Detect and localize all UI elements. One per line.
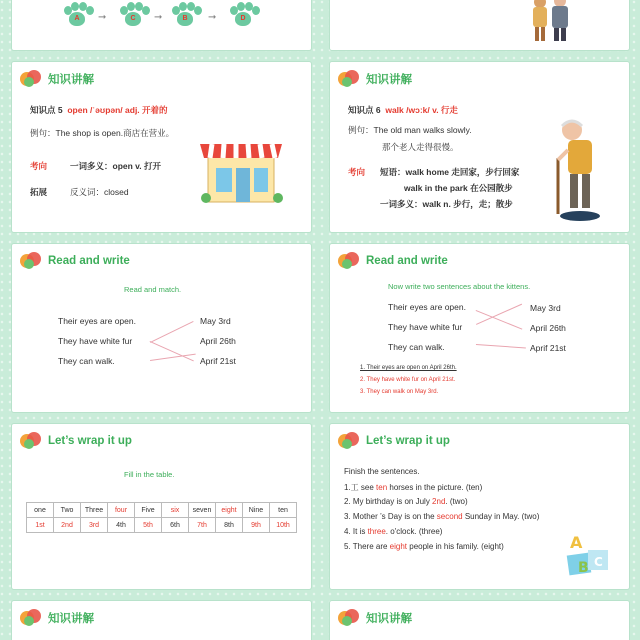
match-left-item[interactable]: They can walk. <box>58 356 115 366</box>
exam-text: 一词多义：open v. 打开 <box>70 161 161 171</box>
fruit-logo-icon <box>338 609 360 627</box>
phrase-line-2: walk in the park 在公园散步 <box>404 183 513 193</box>
match-left-item[interactable]: Their eyes are open. <box>58 316 136 326</box>
match-left-item[interactable]: They can walk. <box>388 342 445 352</box>
slide-header: Read and write <box>338 252 448 270</box>
table-cell-answer[interactable]: 9th <box>243 518 270 533</box>
table-cell-answer[interactable]: four <box>108 503 135 518</box>
match-right-item[interactable]: Aprif 21st <box>200 356 236 366</box>
slide-header: 知识讲解 <box>338 609 412 627</box>
match-right-item[interactable]: May 3rd <box>530 303 561 313</box>
table-cell: Five <box>135 503 162 518</box>
slide-bottom-left[interactable] <box>12 601 311 640</box>
fruit-logo-icon <box>20 70 42 88</box>
svg-text:B: B <box>578 560 589 576</box>
elderly-couple-illustration <box>526 0 580 44</box>
fruit-logo-icon <box>338 432 360 450</box>
fruit-logo-icon <box>20 432 42 450</box>
svg-text:C: C <box>594 555 603 569</box>
right-arrow-icon: ➞ <box>208 12 217 23</box>
table-cell: seven <box>189 503 216 518</box>
match-right-item[interactable]: April 26th <box>530 323 566 333</box>
table-cell-answer[interactable]: 3rd <box>81 518 108 533</box>
paw-step-b: B <box>168 2 202 32</box>
match-line <box>476 304 522 325</box>
example-sentence: 例句：The old man walks slowly. <box>348 125 472 135</box>
slide-bottom-right[interactable] <box>330 601 629 640</box>
right-arrow-icon: ➞ <box>98 12 107 23</box>
fruit-logo-icon <box>338 252 360 270</box>
instruction: Fill in the table. <box>124 470 175 479</box>
example-sentence: 例句：The shop is open.商店在营业。 <box>30 128 175 138</box>
match-left-item[interactable]: They have white fur <box>388 322 463 332</box>
multi-meaning: 一词多义：walk n. 步行，走；散步 <box>380 199 513 209</box>
topic-title: 知识点 5 open /ˈəʊpən/ adj. 开着的 <box>30 105 168 115</box>
sentence-3: 3. Mother ’s Day is on the second Sunday in May. (two) <box>344 512 540 521</box>
match-right-item[interactable]: Aprif 21st <box>530 343 566 353</box>
slide-topic-5[interactable] <box>12 62 311 232</box>
slide-header: 知识讲解 <box>20 70 94 88</box>
paw-step-d: D <box>226 2 260 32</box>
match-left-item[interactable]: They have white fur <box>58 336 133 346</box>
exam-label: 考向 <box>348 167 366 177</box>
svg-text:A: A <box>570 533 583 552</box>
slide-finish-sentences[interactable] <box>330 424 629 589</box>
table-cell: one <box>27 503 54 518</box>
table-cell: 8th <box>216 518 243 533</box>
fruit-logo-icon <box>20 609 42 627</box>
table-cell-answer[interactable]: 5th <box>135 518 162 533</box>
slide-header: 知识讲解 <box>338 70 412 88</box>
table-cell-answer[interactable]: six <box>162 503 189 518</box>
extend-text: 反义词：closed <box>70 187 129 197</box>
table-cell-answer[interactable]: 10th <box>270 518 297 533</box>
slide-header: Let’s wrap it up <box>338 432 450 450</box>
instruction: Finish the sentences. <box>344 467 420 476</box>
paw-step-c: C <box>116 2 150 32</box>
table-cell-answer[interactable]: eight <box>216 503 243 518</box>
sentence-5: 5. There are eight people in his family. (eight) <box>344 542 504 551</box>
table-cell-answer[interactable]: 7th <box>189 518 216 533</box>
match-line <box>150 321 194 343</box>
sentence-1: 1.工 see ten horses in the picture. (ten) <box>344 483 483 492</box>
number-table <box>26 502 297 533</box>
sentence-4: 4. It is three. o'clock. (three) <box>344 527 443 536</box>
old-man-walking-illustration <box>552 118 608 222</box>
match-line <box>476 344 526 348</box>
extend-label: 拓展 <box>30 187 48 197</box>
fruit-logo-icon <box>20 252 42 270</box>
slide-write-sentences[interactable] <box>330 244 629 412</box>
exam-label: 考向 <box>30 161 48 171</box>
sentence-2: 2. My birthday is on July 2nd. (two) <box>344 497 468 506</box>
match-right-item[interactable]: April 26th <box>200 336 236 346</box>
example-translation: 那个老人走得很慢。 <box>382 142 459 152</box>
match-right-item[interactable]: May 3rd <box>200 316 231 326</box>
shop-illustration <box>198 138 284 204</box>
slide-header: Read and write <box>20 252 130 270</box>
match-left-item[interactable]: Their eyes are open. <box>388 302 466 312</box>
topic-title: 知识点 6 walk /wɔːk/ v. 行走 <box>348 105 458 115</box>
right-arrow-icon: ➞ <box>154 12 163 23</box>
fruit-logo-icon <box>338 70 360 88</box>
table-row <box>27 518 297 533</box>
table-row <box>27 503 297 518</box>
slide-header: 知识讲解 <box>20 609 94 627</box>
table-cell: Nine <box>243 503 270 518</box>
paw-step-a: A <box>60 2 94 32</box>
slide-people[interactable] <box>330 0 629 50</box>
answer-line: 3. They can walk on May 3rd. <box>360 389 439 395</box>
slide-read-match[interactable] <box>12 244 311 412</box>
table-cell-answer[interactable]: 2nd <box>54 518 81 533</box>
table-cell: Three <box>81 503 108 518</box>
answer-line: 1. Their eyes are open on April 26th. <box>360 365 457 371</box>
answer-line: 2. They have white fur on April 21st. <box>360 377 456 383</box>
slide-topic-6[interactable] <box>330 62 629 232</box>
abc-blocks-icon <box>564 528 614 578</box>
table-cell: Two <box>54 503 81 518</box>
instruction: Read and match. <box>124 285 182 294</box>
phrase-line-1: 短语：walk home 走回家，步行回家 <box>380 167 520 177</box>
table-cell: 6th <box>162 518 189 533</box>
table-cell: ten <box>270 503 297 518</box>
table-cell-answer[interactable]: 1st <box>27 518 54 533</box>
slide-header: Let’s wrap it up <box>20 432 132 450</box>
instruction: Now write two sentences about the kittens. <box>388 282 531 291</box>
slide-fill-table[interactable] <box>12 424 311 589</box>
slide-steps[interactable] <box>12 0 311 50</box>
table-cell: 4th <box>108 518 135 533</box>
match-line <box>150 354 196 361</box>
